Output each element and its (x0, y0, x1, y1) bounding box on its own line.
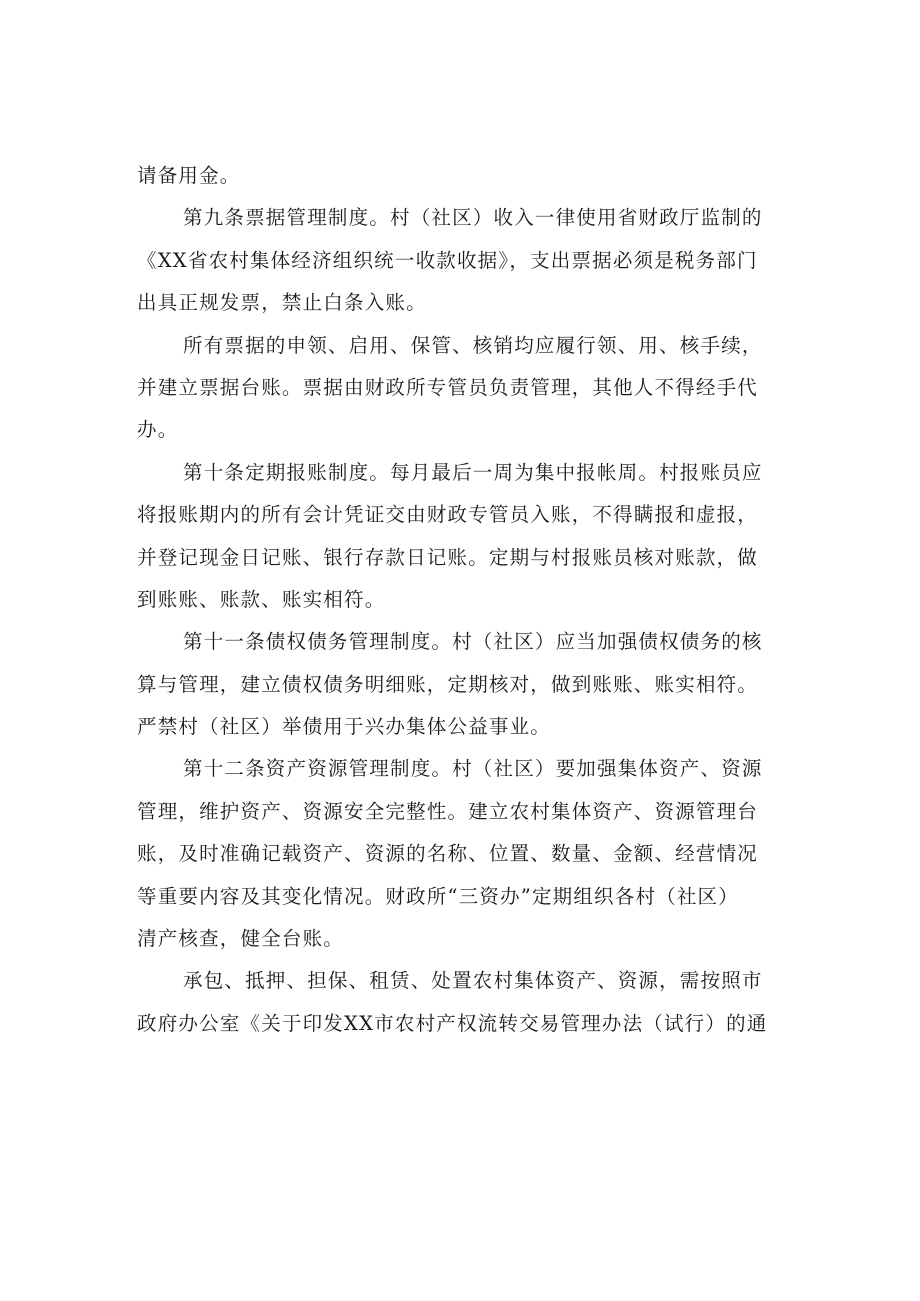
text-line: 管理，维护资产、资源安全完整性。建立农村集体资产、资源管理台 (137, 799, 759, 823)
text-line: 到账账、账款、账实相符。 (137, 587, 386, 611)
paragraph-start-line: 所有票据的申领、启用、保管、核销均应履行领、用、核手续， (183, 333, 763, 357)
text-line: 政府办公室《关于印发XX市农村产权流转交易管理办法（试行）的通 (137, 1011, 768, 1035)
paragraph-start-line: 第十一条债权债务管理制度。村（社区）应当加强债权债务的核 (183, 630, 763, 654)
paragraph-start-line: 第九条票据管理制度。村（社区）收入一律使用省财政厅监制的 (183, 206, 763, 230)
text-line: 等重要内容及其变化情况。财政所“三资办”定期组织各村（社区） (137, 884, 739, 908)
text-line: 并建立票据台账。票据由财政所专管员负责管理，其他人不得经手代 (137, 375, 759, 399)
text-line: 请备用金。 (137, 164, 241, 187)
text-line: 出具正规发票，禁止白条入账。 (137, 291, 427, 315)
text-line: 算与管理，建立债权债务明细账，定期核对，做到账账、账实相符。 (137, 672, 759, 696)
text-line: 办。 (137, 418, 179, 442)
paragraph-start-line: 承包、抵押、担保、租赁、处置农村集体资产、资源，需按照市 (183, 969, 763, 993)
text-line: 账，及时准确记载资产、资源的名称、位置、数量、金额、经营情况 (137, 842, 759, 866)
text-line: 《XX省农村集体经济组织统一收款收据》，支出票据必须是税务部门 (137, 248, 758, 272)
paragraph-start-line: 第十条定期报账制度。每月最后一周为集中报帐周。村报账员应 (183, 460, 763, 484)
text-line: 严禁村（社区）举债用于兴办集体公益事业。 (137, 715, 552, 739)
text-line: 将报账期内的所有会计凭证交由财政专管员入账，不得瞒报和虚报， (137, 503, 759, 527)
text-line: 并登记现金日记账、银行存款日记账。定期与村报账员核对账款，做 (137, 545, 759, 569)
document-body (137, 155, 787, 1045)
text-line: 清产核查，健全台账。 (137, 927, 345, 951)
paragraph-start-line: 第十二条资产资源管理制度。村（社区）要加强集体资产、资源 (183, 757, 763, 781)
